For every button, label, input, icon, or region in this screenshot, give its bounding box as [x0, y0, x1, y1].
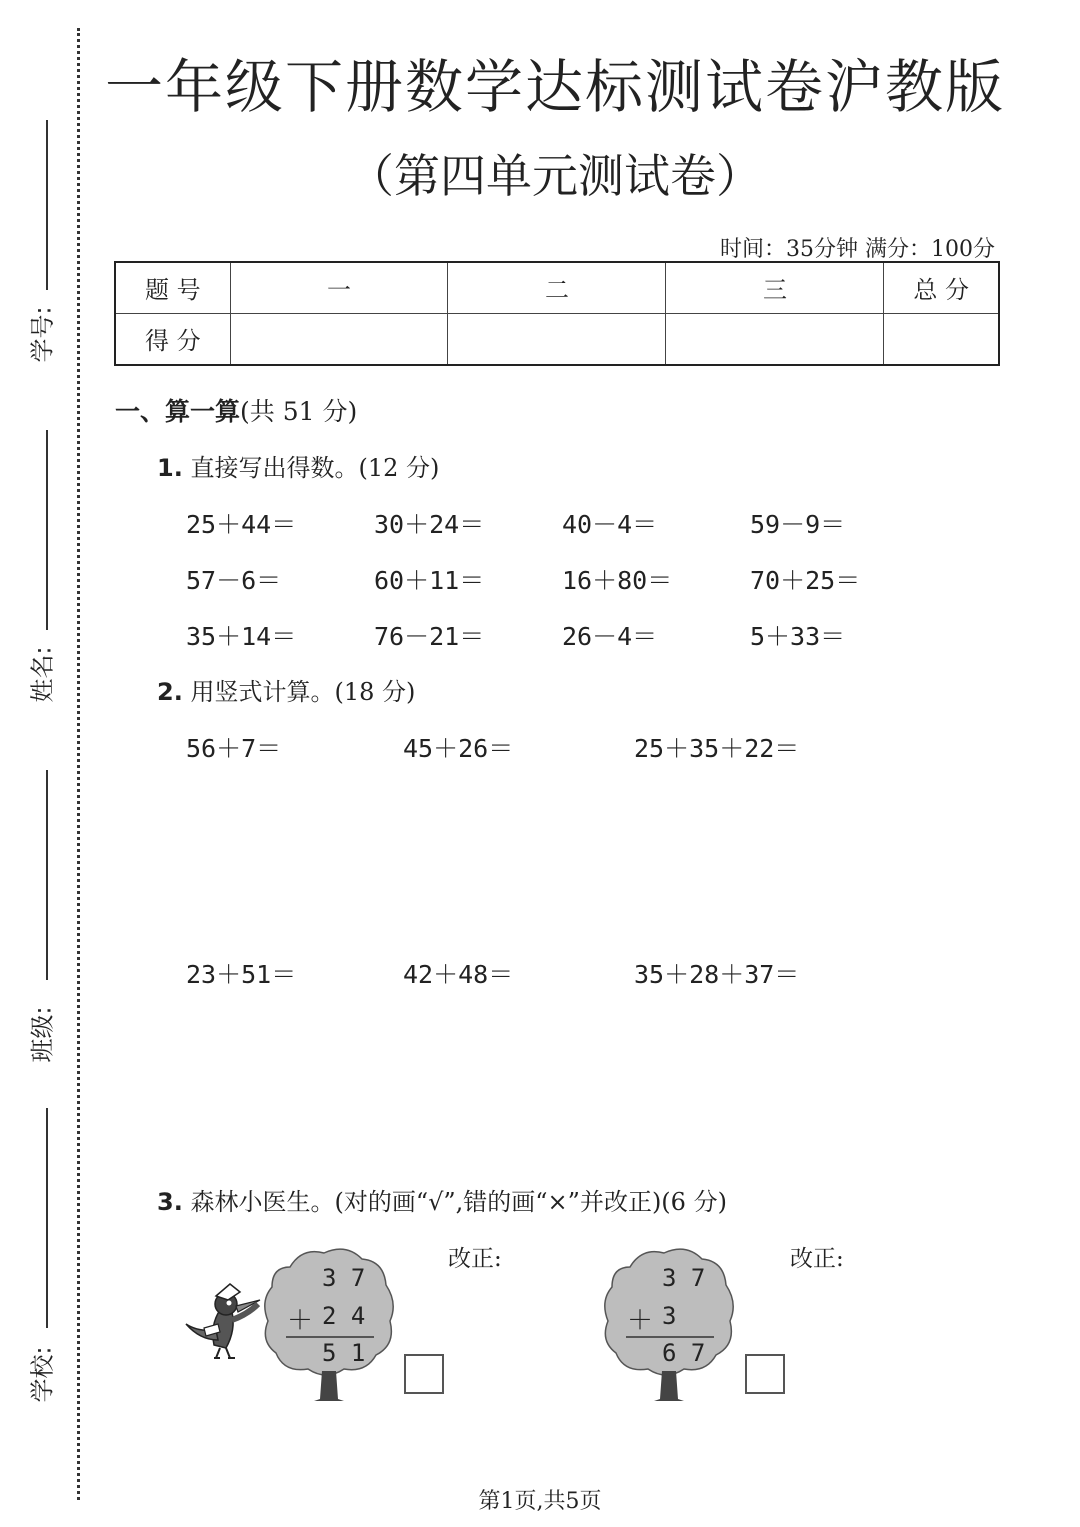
section-1-title: 一、算一算 — [115, 397, 241, 426]
tree-2-answer-box[interactable] — [745, 1354, 785, 1394]
class-label: 班级: — [28, 1006, 57, 1063]
time-info: 时间：35分钟 满分：100分 — [720, 237, 995, 262]
q2-expr: 23＋51＝ — [186, 960, 297, 989]
tree-1-mid-number: 2 4 — [322, 1302, 366, 1330]
q1-expr: 30＋24＝ — [374, 510, 485, 539]
tree-1-operator: ＋ — [287, 1306, 314, 1336]
q1-expr: 40－4＝ — [562, 510, 658, 539]
woodpecker-icon — [180, 1270, 275, 1365]
student-id-blank[interactable] — [46, 120, 48, 290]
score-cell-1[interactable] — [230, 313, 448, 365]
tree-1-answer-box[interactable] — [404, 1354, 444, 1394]
question-1-text: 直接写出得数。(12 分) — [190, 454, 440, 482]
row-label-question-number: 题 号 — [115, 262, 230, 313]
school-blank[interactable] — [46, 1108, 48, 1328]
tree-1-result: 5 1 — [322, 1339, 366, 1367]
score-cell-total[interactable] — [884, 313, 999, 365]
page-title: 一年级下册数学达标测试卷沪教版 — [104, 53, 1005, 121]
q1-expr: 70＋25＝ — [750, 566, 861, 595]
tree-2-top-number: 3 7 — [662, 1264, 706, 1292]
name-label: 姓名: — [28, 646, 57, 703]
q1-expr: 59－9＝ — [750, 510, 846, 539]
tree-2-result: 6 7 — [662, 1339, 706, 1367]
section-1-heading — [115, 392, 357, 428]
correction-label-1: 改正: — [448, 1246, 502, 1272]
q1-expr: 60＋11＝ — [374, 566, 485, 595]
col-header-2: 二 — [448, 262, 666, 313]
score-table — [114, 261, 1000, 366]
binding-dotted-line — [77, 28, 80, 1500]
question-3 — [157, 1182, 727, 1217]
page-footer: 第1页,共5页 — [478, 1489, 602, 1514]
question-3-number: 3. — [157, 1188, 183, 1216]
col-header-1: 一 — [230, 262, 448, 313]
question-2-text: 用竖式计算。(18 分) — [190, 678, 416, 706]
school-label: 学校: — [28, 1346, 57, 1403]
class-blank[interactable] — [46, 770, 48, 980]
page-subtitle: （第四单元测试卷） — [348, 149, 762, 203]
q2-expr: 35＋28＋37＝ — [634, 960, 800, 989]
tree-2-operator: ＋ — [627, 1306, 654, 1336]
q2-expr: 25＋35＋22＝ — [634, 734, 800, 763]
q1-expr: 5＋33＝ — [750, 622, 846, 651]
score-cell-3[interactable] — [666, 313, 884, 365]
q1-expr: 25＋44＝ — [186, 510, 297, 539]
question-1 — [157, 448, 439, 483]
tree-2-mid-number: 3 — [662, 1302, 677, 1330]
col-header-3: 三 — [666, 262, 884, 313]
q2-expr: 45＋26＝ — [403, 734, 514, 763]
correction-label-2: 改正: — [790, 1246, 844, 1272]
question-2-number: 2. — [157, 678, 183, 706]
q2-expr: 56＋7＝ — [186, 734, 282, 763]
section-1-points: (共 51 分) — [240, 397, 358, 426]
question-2 — [157, 672, 415, 707]
q1-expr: 76－21＝ — [374, 622, 485, 651]
q1-expr: 57－6＝ — [186, 566, 282, 595]
question-1-number: 1. — [157, 454, 183, 482]
q1-expr: 16＋80＝ — [562, 566, 673, 595]
q1-expr: 26－4＝ — [562, 622, 658, 651]
col-header-total: 总 分 — [884, 262, 999, 313]
q1-expr: 35＋14＝ — [186, 622, 297, 651]
name-blank[interactable] — [46, 430, 48, 630]
q2-expr: 42＋48＝ — [403, 960, 514, 989]
row-label-score: 得 分 — [115, 313, 230, 365]
score-cell-2[interactable] — [448, 313, 666, 365]
tree-1-top-number: 3 7 — [322, 1264, 366, 1292]
question-3-text: 森林小医生。(对的画“√”,错的画“×”并改正)(6 分) — [190, 1188, 727, 1216]
student-id-label: 学号: — [28, 306, 57, 363]
